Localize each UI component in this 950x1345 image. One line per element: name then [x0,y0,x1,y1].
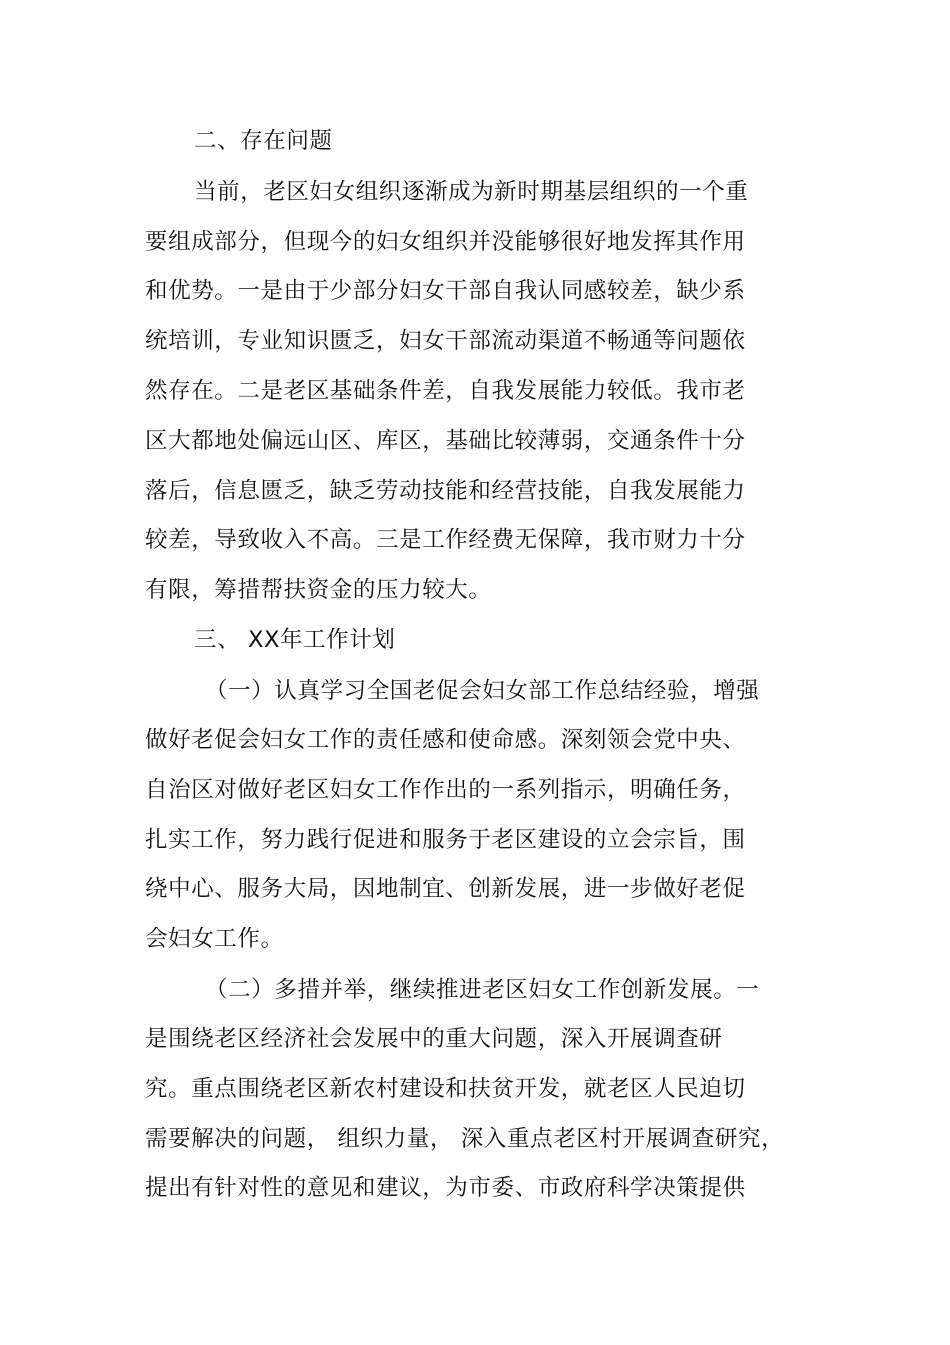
text-line: 扎实工作，努力践行促进和服务于老区建设的立会宗旨，围 [145,827,746,853]
text-line: 和优势。一是由于少部分妇女干部自我认同感较差，缺少系 [145,278,746,304]
section-heading-plan: 三、 XX年工作计划 [194,627,396,653]
text-line: 是围绕老区经济社会发展中的重大问题，深入开展调查研 [145,1026,723,1052]
text-line: 有限，筹措帮扶资金的压力较大。 [145,577,492,603]
text-line: 然存在。二是老区基础条件差，自我发展能力较低。我市老 [145,378,746,404]
text-line: 较差，导致收入不高。三是工作经费无保障，我市财力十分 [145,527,746,553]
text-line: 落后，信息匮乏，缺乏劳动技能和经营技能，自我发展能力 [145,478,746,504]
section-heading-problems: 二、存在问题 [194,128,333,154]
text-line: 提出有针对性的意见和建议，为市委、市政府科学决策提供 [145,1175,746,1201]
text-line: 区大都地处偏远山区、库区，基础比较薄弱，交通条件十分 [145,428,746,454]
text-line: 究。重点围绕老区新农村建设和扶贫开发，就老区人民迫切 [145,1076,746,1102]
text-line: 需要解决的问题， 组织力量， 深入重点老区村开展调查研究， [145,1126,785,1152]
text-line: 绕中心、服务大局，因地制宜、创新发展，进一步做好老促 [145,876,746,902]
text-line: 自治区对做好老区妇女工作作出的一系列指示，明确任务， [145,777,746,803]
text-line: （一）认真学习全国老促会妇女部工作总结经验，增强 [205,678,760,704]
text-line: 要组成部分，但现今的妇女组织并没能够很好地发挥其作用 [145,229,746,255]
text-line: （二）多措并举，继续推进老区妇女工作创新发展。一 [205,977,760,1003]
text-line: 做好老促会妇女工作的责任感和使命感。深刻领会党中央、 [145,727,746,753]
text-line: 当前，老区妇女组织逐渐成为新时期基层组织的一个重 [194,179,749,205]
text-line: 会妇女工作。 [145,926,284,952]
text-line: 统培训，专业知识匮乏，妇女干部流动渠道不畅通等问题依 [145,328,746,354]
